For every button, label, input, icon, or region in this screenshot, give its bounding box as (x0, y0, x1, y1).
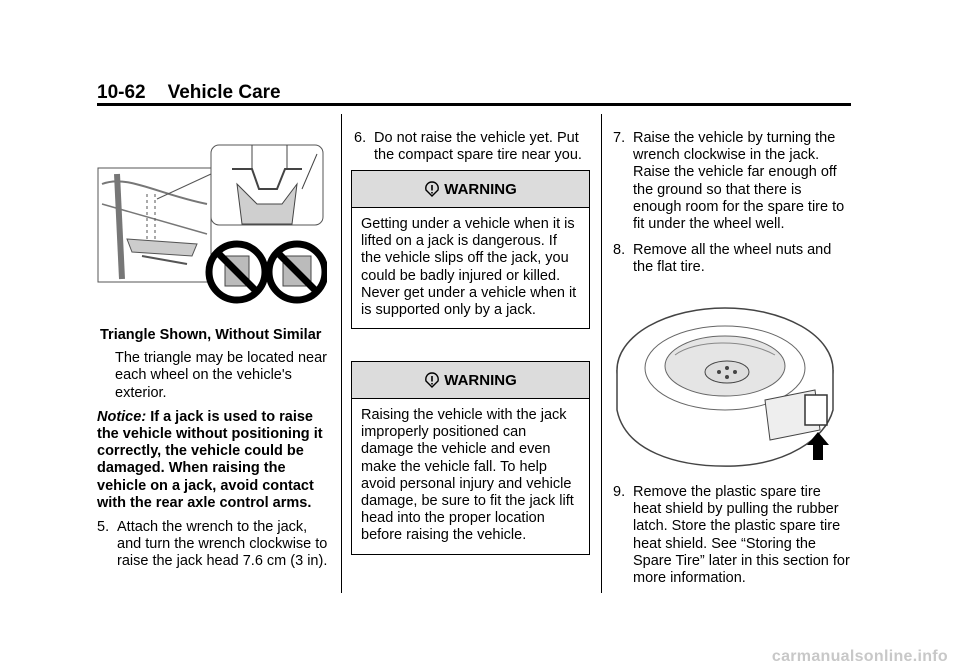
warning-header (352, 171, 589, 208)
step-text: Do not raise the vehicle yet. Put the compact spare tire near you. (374, 130, 582, 164)
warning-box (351, 170, 590, 329)
step-5 (97, 519, 330, 571)
step-text: Attach the wrench to the jack, and turn the wrench clockwise to raise the jack head 7.6 cm (3 in). (117, 519, 328, 570)
warning-box (351, 361, 590, 555)
jack-triangle-illustration (97, 144, 327, 304)
warning-icon (424, 181, 440, 197)
warning-text: Getting under a vehicle when it is lifted on a jack is dangerous. If the vehicle slips off the jack, you could be badly injured or killed. Never get under a vehicle when it is supported only by a jack. (361, 216, 577, 319)
page-header (97, 82, 281, 104)
warning-text: Raising the vehicle with the jack improperly positioned can damage the vehicle and even make the vehicle fall. To help avoid personal injury and vehicle damage, be sure to fit the jack lift head into the proper location before raising the vehicle. (361, 407, 574, 544)
figure-caption: Triangle Shown, Without Similar (100, 327, 322, 343)
warning-title: WARNING (444, 371, 517, 389)
spare-tire-illustration (615, 300, 840, 470)
notice-label: Notice: (97, 408, 147, 425)
step-text: Remove all the wheel nuts and the flat tire. (633, 242, 832, 276)
step-8 (613, 242, 853, 276)
step-text: Raise the vehicle by turning the wrench clockwise in the jack. Raise the vehicle far enough off the ground so that there is enough room for the spare tire to fit under the wheel well. (633, 130, 845, 233)
watermark: carmanualsonline.info (771, 648, 948, 665)
step-number: 7. (613, 130, 626, 146)
step-number: 8. (613, 242, 626, 259)
column-divider (341, 114, 342, 593)
step-7 (613, 130, 853, 233)
step-text: Remove the plastic spare tire heat shield by pulling the rubber latch. Store the plastic spare tire heat shield. See “Storing the Spare Tire” later in this section for more information. (633, 484, 850, 587)
page-number: 10-62 (97, 82, 146, 103)
header-rule (97, 103, 851, 106)
column-divider (601, 114, 602, 593)
section-title: Vehicle Care (167, 82, 281, 103)
step-number: 5. (97, 519, 110, 536)
warning-header (352, 362, 589, 399)
warning-icon (424, 372, 440, 388)
figure-note: The triangle may be located near each wheel on the vehicle's exterior. (115, 350, 327, 401)
step-number: 9. (613, 484, 626, 500)
left-column (97, 327, 330, 571)
notice-paragraph (97, 409, 330, 512)
warning-title: WARNING (444, 180, 517, 198)
step-number: 6. (354, 130, 367, 146)
notice-text: If a jack is used to raise the vehicle without positioning it correctly, the vehicle could be damaged. When raising the vehicle on a jack, avoid contact with the rear axle control arms. (97, 408, 323, 511)
step-9 (613, 484, 853, 587)
right-column-top (613, 130, 853, 277)
step-6 (354, 130, 592, 164)
